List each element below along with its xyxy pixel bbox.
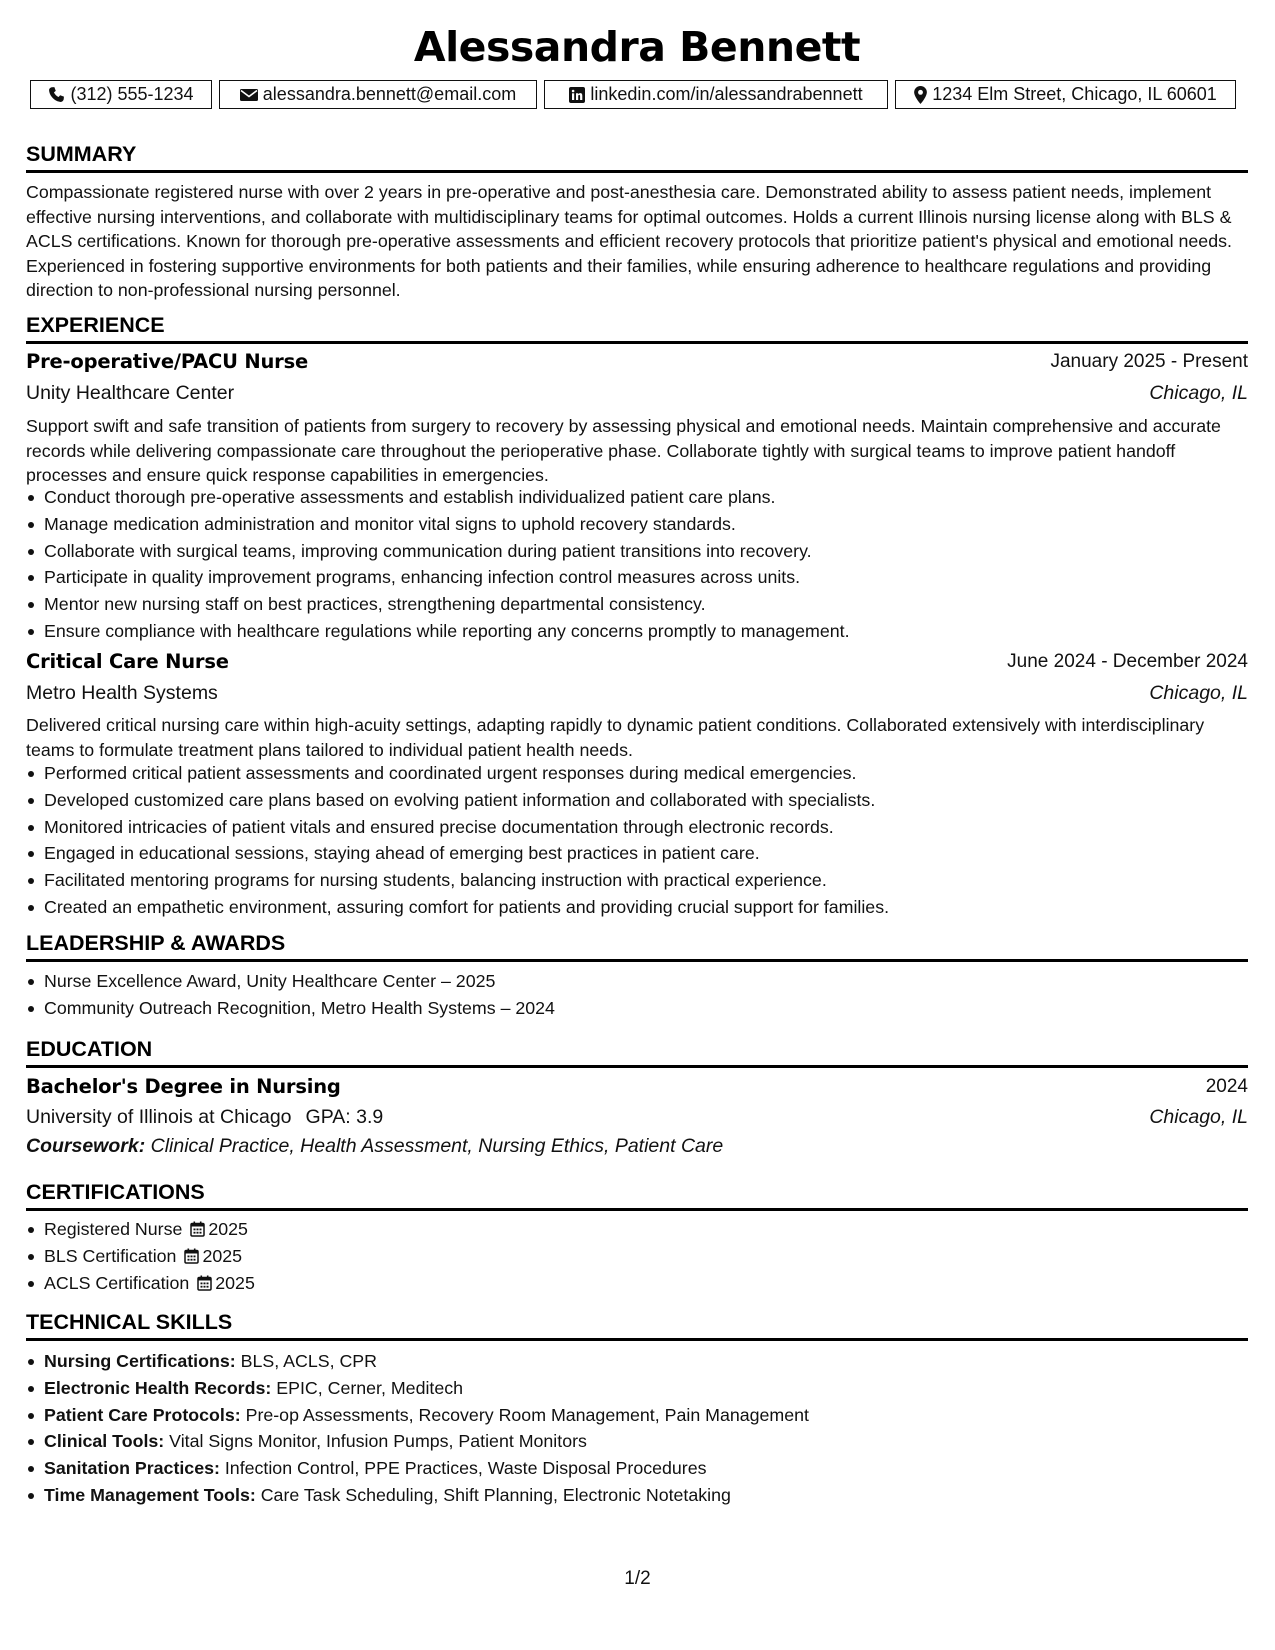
list-item: Performed critical patient assessments and coordinated urgent responses during medical emergencies. (26, 760, 1248, 787)
skill-value: Care Task Scheduling, Shift Planning, Electronic Notetaking (260, 1484, 731, 1505)
section-heading-certifications: CERTIFICATIONS (26, 1180, 205, 1204)
contact-address[interactable] (895, 80, 1236, 109)
cert-year: 2025 (202, 1245, 242, 1266)
summary-text: Compassionate registered nurse with over 2 years in pre-operative and post-anesthesia care. Demonstrated ability to assess patient needs, implement effective nursing interventions, and collaborate with multidisciplinary teams for optimal outcomes. Holds a current Illinois nursing license along with BLS & ACLS certifications. Known for thorough pre-operative assessments and efficient recovery protocols that prioritize patient's physical and emotional needs. Experienced in fostering supportive environments for both patients and their families, while ensuring adherence to healthcare regulations and providing direction to non-professional nursing personnel. (26, 182, 1232, 301)
candidate-name: Alessandra Bennett (413, 23, 861, 71)
resume-page (26, 0, 1248, 1650)
skill-value: Infection Control, PPE Practices, Waste Disposal Procedures (224, 1458, 707, 1479)
list-item: Monitored intricacies of patient vitals and ensured precise documentation through electronic records. (26, 814, 1248, 841)
job-dates: January 2025 - Present (1050, 351, 1248, 372)
skill-value: Vital Signs Monitor, Infusion Pumps, Patient Monitors (169, 1431, 587, 1452)
skill-label: Electronic Health Records: (44, 1377, 272, 1398)
school-location: Chicago, IL (1149, 1106, 1248, 1128)
calendar-icon (184, 1248, 199, 1264)
certifications-list (26, 1216, 1248, 1296)
job-header (26, 349, 1248, 375)
page-number: 1/2 (624, 1568, 651, 1589)
job-employer: Metro Health Systems (26, 682, 218, 704)
map-marker-icon (914, 86, 927, 104)
section-heading-skills: TECHNICAL SKILLS (26, 1310, 233, 1334)
job-header (26, 649, 1248, 675)
job-description: Delivered critical nursing care within high-acuity settings, adapting rapidly to dynamic patient conditions. Collaborated extensively with interdisciplinary teams to formulate treatment plans tailored to individual patient health needs. (26, 715, 1205, 760)
list-item (26, 1270, 1248, 1297)
coursework-row (26, 1133, 1248, 1159)
cert-year: 2025 (215, 1272, 255, 1293)
linkedin-icon (569, 87, 585, 103)
list-item (26, 1348, 1248, 1375)
list-item: Participate in quality improvement programs, enhancing infection control measures across units. (26, 564, 1248, 591)
skill-label: Nursing Certifications: (44, 1351, 236, 1371)
email-text: alessandra.bennett@email.com (262, 84, 517, 104)
list-item: Ensure compliance with healthcare regulations while reporting any concerns promptly to management. (26, 618, 1248, 645)
calendar-icon (190, 1221, 205, 1237)
job-bullet-list (26, 484, 1248, 645)
job-employer: Unity Healthcare Center (26, 382, 235, 404)
list-item: Facilitated mentoring programs for nursing students, balancing instruction with practical experience. (26, 867, 1248, 894)
job-bullet-list (26, 760, 1248, 921)
degree-title: Bachelor's Degree in Nursing (26, 1075, 341, 1098)
section-heading-experience: EXPERIENCE (26, 313, 165, 337)
list-item (26, 1455, 1248, 1482)
list-item: Created an empathetic environment, assuring comfort for patients and providing crucial support for families. (26, 894, 1248, 921)
list-item: Engaged in educational sessions, staying ahead of emerging best practices in patient care. (26, 840, 1248, 867)
contact-phone[interactable] (30, 80, 212, 109)
skill-value: BLS, ACLS, CPR (240, 1351, 378, 1371)
section-divider (26, 341, 1248, 344)
cert-name: Registered Nurse (44, 1219, 183, 1239)
linkedin-text: linkedin.com/in/alessandrabennett (590, 84, 863, 104)
list-item (26, 1243, 1248, 1270)
list-item: Collaborate with surgical teams, improving communication during patient transitions into recovery. (26, 538, 1248, 565)
phone-text: (312) 555-1234 (70, 84, 194, 104)
address-text: 1234 Elm Street, Chicago, IL 60601 (932, 84, 1217, 104)
list-item (26, 1375, 1248, 1402)
job-employer-row (26, 380, 1248, 406)
cert-name: ACLS Certification (44, 1272, 190, 1293)
cert-name: BLS Certification (44, 1245, 177, 1266)
list-item (26, 1402, 1248, 1429)
cert-year: 2025 (208, 1219, 248, 1239)
section-divider (26, 170, 1248, 173)
school-row (26, 1104, 1248, 1130)
envelope-icon (240, 88, 258, 102)
job-employer-row (26, 680, 1248, 706)
job-description: Support swift and safe transition of patients from surgery to recovery by assessing physical and emotional needs. Maintain comprehensive and accurate records while delivering compassionate care throughout the perioperative phase. Collaborate tightly with surgical teams to improve patient handoff processes and ensure quick response capabilities in emergencies. (26, 416, 1221, 486)
skills-list (26, 1348, 1248, 1509)
skill-label: Patient Care Protocols: (44, 1404, 241, 1425)
list-item: Community Outreach Recognition, Metro Health Systems – 2024 (26, 995, 1248, 1022)
coursework-label: Coursework: (26, 1135, 146, 1157)
skill-value: Pre-op Assessments, Recovery Room Management, Pain Management (245, 1404, 809, 1425)
awards-list (26, 968, 1248, 1022)
list-item (26, 1428, 1248, 1455)
section-divider (26, 1065, 1248, 1068)
list-item (26, 1216, 1248, 1243)
section-heading-summary: SUMMARY (26, 142, 137, 166)
list-item: Nurse Excellence Award, Unity Healthcare Center – 2025 (26, 968, 1248, 995)
calendar-icon (197, 1275, 212, 1291)
skill-label: Time Management Tools: (44, 1484, 256, 1505)
gpa: GPA: 3.9 (305, 1106, 384, 1128)
list-item: Conduct thorough pre-operative assessments and establish individualized patient care plans. (26, 484, 1248, 511)
school-name: University of Illinois at Chicago (26, 1106, 292, 1128)
section-divider (26, 1338, 1248, 1341)
section-divider (26, 959, 1248, 962)
phone-icon (48, 86, 65, 103)
contact-email[interactable] (219, 80, 537, 109)
contact-linkedin[interactable] (544, 80, 888, 109)
skill-label: Sanitation Practices: (44, 1458, 220, 1479)
contact-bar (30, 80, 1242, 111)
list-item: Developed customized care plans based on evolving patient information and collaborated with specialists. (26, 787, 1248, 814)
list-item: Mentor new nursing staff on best practices, strengthening departmental consistency. (26, 591, 1248, 618)
list-item (26, 1482, 1248, 1509)
degree-year: 2024 (1205, 1076, 1248, 1097)
job-title: Pre-operative/PACU Nurse (26, 350, 309, 373)
job-title: Critical Care Nurse (26, 650, 229, 673)
skill-label: Clinical Tools: (44, 1431, 165, 1452)
section-divider (26, 1208, 1248, 1211)
job-location: Chicago, IL (1149, 682, 1248, 704)
list-item: Manage medication administration and monitor vital signs to uphold recovery standards. (26, 511, 1248, 538)
coursework-list: Clinical Practice, Health Assessment, Nursing Ethics, Patient Care (150, 1135, 724, 1157)
degree-row (26, 1074, 1248, 1100)
skill-value: EPIC, Cerner, Meditech (276, 1377, 464, 1398)
job-dates: June 2024 - December 2024 (1007, 651, 1248, 672)
job-location: Chicago, IL (1149, 382, 1248, 404)
section-heading-leadership: LEADERSHIP & AWARDS (26, 931, 286, 955)
section-heading-education: EDUCATION (26, 1037, 153, 1061)
